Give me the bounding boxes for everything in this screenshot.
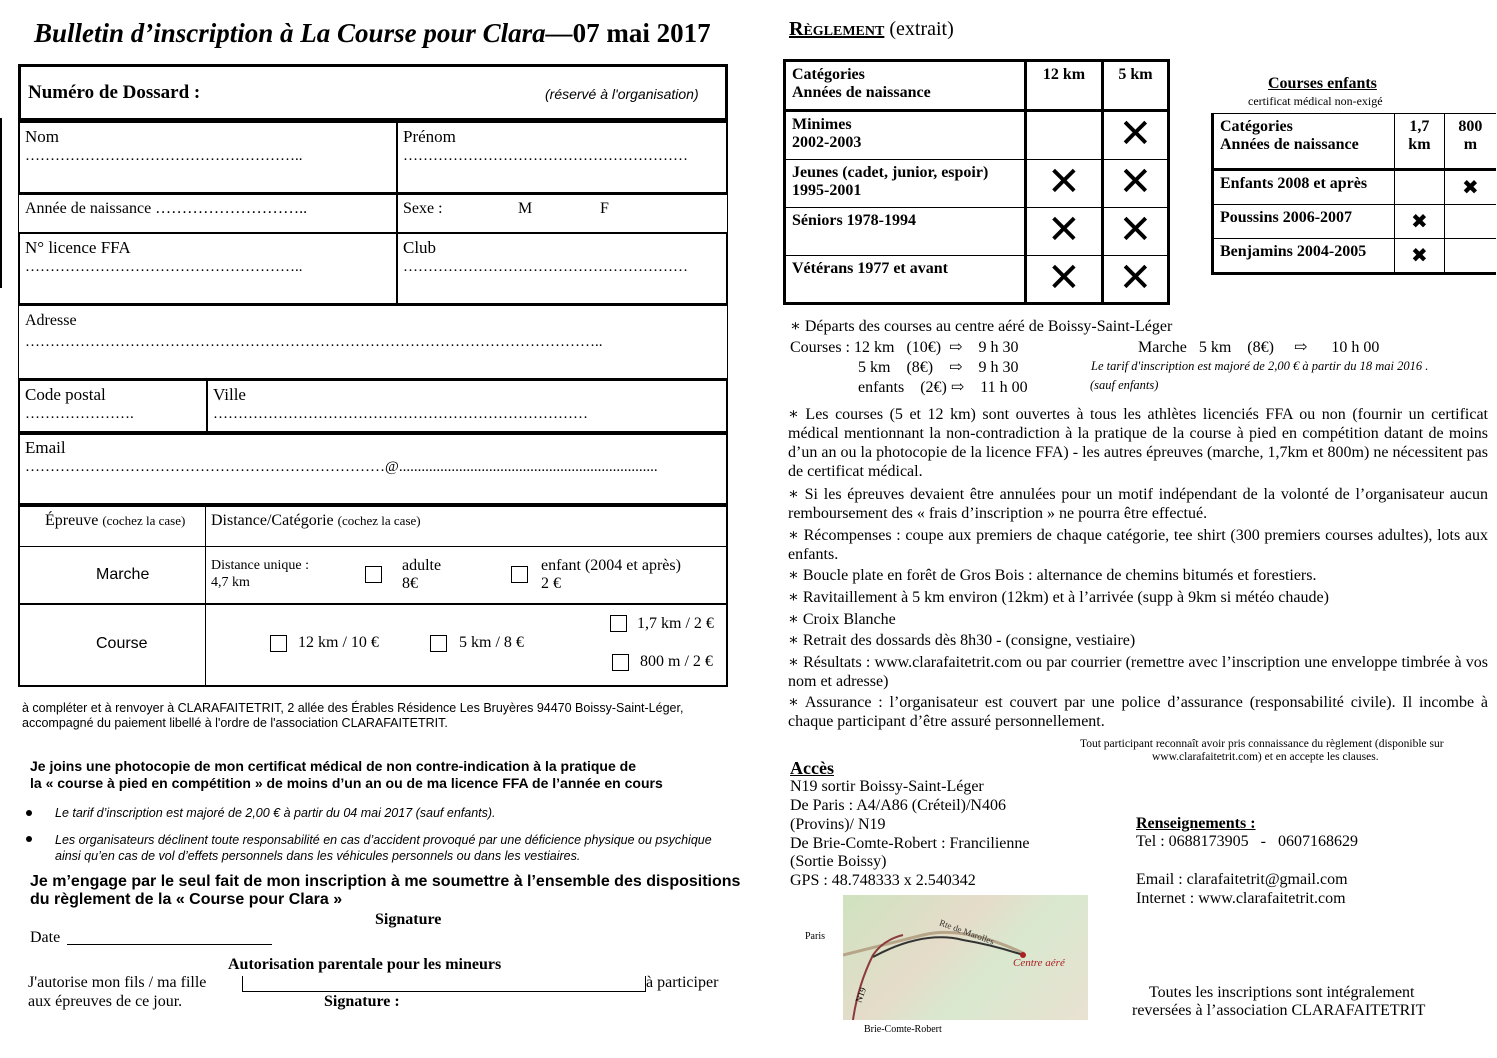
course-1-7km-checkbox[interactable] — [610, 615, 627, 632]
asterisk-icon: ∗ — [788, 567, 803, 584]
epreuve-divider-h2 — [18, 603, 728, 605]
map-centre-label: Centre aéré — [1013, 957, 1065, 969]
asterisk-icon: ∗ — [788, 406, 806, 423]
adulte-label: adulte — [402, 557, 442, 574]
cat-seniors: Séniors 1978-1994 — [785, 208, 1026, 256]
kids-cell — [1444, 170, 1496, 205]
cross-icon: ✕ — [1118, 159, 1153, 204]
autorisation-title: Autorisation parentale pour les mineurs — [228, 956, 502, 973]
rule-item: ∗ Résultats : www.clarafaitetrit.com ou par courrier (remettre avec l’inscription une enveloppe timbrée à vos nom et adresse) — [788, 654, 1489, 690]
engagement-1: Je m’engage par le seul fait de mon inscription à me soumettre à l’ensemble des dispositions — [30, 873, 741, 890]
bullet-icon — [26, 836, 32, 842]
kids-cell — [1395, 170, 1445, 205]
asterisk-icon: ∗ — [788, 611, 803, 628]
map-route-label: Rte de Marolles — [938, 917, 996, 947]
cross-icon: ✕ — [1047, 255, 1081, 300]
club-dots: ………………………………………………… — [403, 259, 688, 275]
enfant-price: 2 € — [541, 575, 561, 592]
acces-line: (Sortie Boissy) — [790, 853, 887, 870]
map-n19-label: N19 — [853, 986, 869, 1004]
sexe-field[interactable] — [396, 194, 728, 234]
certificat-line-2: la « course à pied en compétition » de moins d’un an ou de ma licence FFA de l’année en cours — [30, 775, 663, 791]
epreuve-header: Épreuve (cochez la case) — [45, 512, 186, 529]
cross-icon: ✕ — [1047, 159, 1081, 204]
tarif-note: Le tarif d’inscription est majoré de 2,00 € à partir du 04 mai 2017 (sauf enfants). — [55, 806, 496, 820]
cross-icon: ✕ — [1118, 111, 1153, 156]
cell-5km — [1102, 160, 1168, 208]
licence-label: N° licence FFA — [25, 238, 131, 257]
adulte-checkbox[interactable] — [365, 566, 382, 583]
distance-unique: Distance unique : — [211, 558, 309, 573]
map-brie-label: Brie-Comte-Robert — [864, 1024, 942, 1035]
schedule-enfants: enfants (2€) ⇨ 11 h 00 — [858, 379, 1028, 396]
enfant-checkbox[interactable] — [511, 566, 528, 583]
sexe-f[interactable]: F — [600, 200, 609, 217]
club-label: Club — [403, 238, 437, 257]
rule-item: ∗ Boucle plate en forêt de Gros Bois : alternance de chemins bitumés et forestiers. — [788, 567, 1317, 584]
sexe-label: Sexe : — [403, 200, 443, 217]
schedule-marche: Marche 5 km (8€) ⇨ 10 h 00 — [1138, 339, 1380, 356]
course-5km-label: 5 km / 8 € — [459, 634, 524, 651]
course-12km-checkbox[interactable] — [270, 635, 287, 652]
cat-minimes: Minimes 2002-2003 — [785, 111, 1026, 160]
kids-table — [1211, 113, 1496, 275]
website-link[interactable]: Internet : www.clarafaitetrit.com — [1136, 890, 1346, 907]
licence-dots: ……………………………………………….. — [25, 259, 303, 275]
courses-enfants-subtitle: certificat médical non-exigé — [1248, 94, 1383, 108]
schedule-12km: Courses : 12 km (10€) ⇨ 9 h 30 — [790, 339, 1019, 356]
acces-line: (Provins)/ N19 — [790, 816, 886, 833]
distance-header: Distance/Catégorie (cochez la case) — [211, 512, 421, 529]
epreuve-divider-h1 — [18, 546, 728, 547]
cell-12km — [1026, 111, 1103, 160]
kids-cell — [1395, 239, 1445, 274]
cat-veterans: Vétérans 1977 et avant — [785, 256, 1026, 304]
acknowledge-2: www.clarafaitetrit.com) et en accepte les clauses. — [1152, 751, 1379, 763]
adresse-label: Adresse — [25, 312, 77, 329]
liability-note-1: Les organisateurs déclinent toute responsabilité en cas d’accident provoqué par une déficience physique ou psychique — [55, 833, 712, 847]
course-12km-label: 12 km / 10 € — [298, 634, 379, 651]
rule-item: ∗ Récompenses : coupe aux premiers de chaque catégorie, tee shirt (300 premiers courses adultes), lots aux enfants. — [788, 527, 1489, 563]
kids-cell — [1444, 239, 1496, 274]
return-address: à compléter et à renvoyer à CLARAFAITETRIT, 2 allée des Érables Résidence Les Bruyères 94470 Boissy-Saint-Léger, — [22, 701, 684, 715]
kids-row-poussins: Poussins 2006-2007 — [1213, 205, 1395, 239]
kids-cat-header: Catégories Années de naissance — [1213, 114, 1395, 170]
acces-line: N19 sortir Boissy-Saint-Léger — [790, 778, 984, 795]
bullet-icon — [26, 810, 32, 816]
kids-cell — [1395, 205, 1445, 239]
acknowledge-1: Tout participant reconnaît avoir pris connaissance du règlement (disponible sur — [1080, 738, 1444, 750]
course-5km-checkbox[interactable] — [430, 635, 447, 652]
location-map — [843, 895, 1088, 1020]
adulte-price: 8€ — [402, 575, 418, 592]
kids-cell — [1444, 205, 1496, 239]
cross-icon: ✕ — [1047, 207, 1081, 252]
engagement-2: du règlement de la « Course pour Clara » — [30, 891, 343, 908]
autorisation-line-1: J'autorise mon fils / ma fille — [28, 974, 207, 991]
prenom-label: Prénom — [403, 127, 456, 146]
phone-numbers: Tel : 0688173905 - 0607168629 — [1136, 833, 1358, 850]
acces-line: De Paris : A4/A86 (Créteil)/N406 — [790, 797, 1006, 814]
cell-5km — [1102, 256, 1168, 304]
dossard-note: (réservé à l'organisation) — [545, 86, 699, 102]
closing-line-2: reversées à l’association CLARAFAITETRIT — [1132, 1002, 1426, 1019]
autorisation-line-2: aux épreuves de ce jour. — [28, 993, 183, 1010]
signature-label: Signature — [375, 911, 442, 928]
ville-label: Ville — [213, 385, 246, 404]
rule-item: ∗ Les courses (5 et 12 km) sont ouvertes à tous les athlètes licenciés FFA ou non (fournir un certificat médical mentionnant la non-contradiction à la pratique de la course à pied en compétition datant de moins d’un an ou la photocopie de la licence FFA) - les autres épreuves (marche, 1,7km et 800m) ne nécessitent pas de certificat médical. — [788, 406, 1489, 480]
epreuve-divider-v — [205, 505, 206, 687]
page-title: Bulletin d’inscription à La Course pour Clara—07 mai 2017 — [34, 18, 711, 48]
date-label: Date — [30, 929, 61, 946]
dossard-label: Numéro de Dossard : — [28, 82, 201, 103]
distance-unique-value: 4,7 km — [211, 575, 250, 590]
rule-item: ∗ Assurance : l’organisateur est couvert par une police d’assurance (responsabilité civile). Il incombe à chaque participant d’être assuré personnellement. — [788, 694, 1488, 730]
cross-icon: ✖ — [1411, 211, 1428, 233]
signature-parent-label: Signature : — [324, 993, 400, 1010]
asterisk-icon: ∗ — [788, 486, 805, 503]
course-1-7km-label: 1,7 km / 2 € — [637, 615, 714, 632]
course-label: Course — [96, 635, 148, 652]
cell-5km — [1102, 208, 1168, 256]
nom-dots: ……………………………………………….. — [25, 148, 303, 164]
cross-icon: ✕ — [1118, 207, 1153, 252]
code-postal-dots: …………………. — [25, 406, 134, 422]
reglement-title: Règlement (extrait) — [789, 18, 954, 40]
email-label: Email — [25, 438, 66, 457]
annee-label: Année de naissance ……………………….. — [25, 200, 308, 217]
header-12km: 12 km — [1026, 61, 1103, 111]
code-postal-label: Code postal — [25, 385, 106, 404]
cell-5km — [1102, 111, 1168, 160]
rule-item: ∗ Retrait des dossards dès 8h30 - (consigne, vestiaire) — [788, 632, 1136, 649]
cell-12km — [1026, 160, 1103, 208]
cross-icon: ✖ — [1462, 177, 1479, 199]
certificat-line-1: Je joins une photocopie de mon certificat médical de non contre-indication à la pratique de — [30, 758, 636, 774]
enfant-label: enfant (2004 et après) — [541, 557, 681, 574]
marche-label: Marche — [96, 566, 150, 583]
renseignements-title: Renseignements : — [1136, 815, 1256, 832]
sexe-m[interactable]: M — [518, 200, 533, 217]
event-date: 07 mai 2017 — [572, 18, 711, 48]
cat-jeunes: Jeunes (cadet, junior, espoir) 1995-2001 — [785, 160, 1026, 208]
gps-coordinates: GPS : 48.748333 x 2.540342 — [790, 872, 976, 889]
nom-label: Nom — [25, 127, 59, 146]
date-line[interactable] — [67, 944, 272, 945]
kids-header-1-7km: 1,7 km — [1395, 114, 1445, 170]
cell-12km — [1026, 208, 1103, 256]
header-5km: 5 km — [1102, 61, 1168, 111]
tarif-majore: Le tarif d'inscription est majoré de 2,00 € à partir du 18 mai 2016 . — [1091, 359, 1429, 373]
cell-12km — [1026, 256, 1103, 304]
asterisk-icon: ∗ — [788, 694, 805, 711]
asterisk-icon: ∗ — [788, 527, 804, 544]
asterisk-icon: ∗ — [788, 589, 803, 606]
courses-enfants-title: Courses enfants — [1268, 75, 1377, 92]
departs-line: ∗ Départs des courses au centre aéré de Boissy-Saint-Léger — [790, 318, 1173, 335]
kids-row-benjamins: Benjamins 2004-2005 — [1213, 239, 1395, 274]
acces-title: Accès — [790, 758, 834, 778]
schedule-5km: 5 km (8€) ⇨ 9 h 30 — [858, 359, 1019, 376]
asterisk-icon: ∗ — [788, 632, 803, 649]
asterisk-icon: ∗ — [788, 654, 804, 671]
kids-header-800m: 800 m — [1444, 114, 1496, 170]
contact-email[interactable]: Email : clarafaitetrit@gmail.com — [1136, 871, 1348, 888]
cross-icon: ✖ — [1411, 245, 1428, 267]
a-participer: à participer — [646, 974, 719, 991]
categories-table — [783, 59, 1170, 305]
course-800m-label: 800 m / 2 € — [640, 653, 713, 670]
ville-dots: ………………………………………………………………… — [213, 406, 588, 422]
cat-header: Catégories Années de naissance — [785, 61, 1026, 111]
sauf-enfants: (sauf enfants) — [1090, 378, 1159, 392]
edge-mark — [0, 118, 2, 288]
closing-line-1: Toutes les inscriptions sont intégralement — [1149, 984, 1415, 1001]
cross-icon: ✕ — [1118, 255, 1153, 300]
prenom-dots: ………………………………………………… — [403, 148, 688, 164]
rule-item: ∗ Croix Blanche — [788, 611, 896, 628]
rule-item: ∗ Ravitaillement à 5 km environ (12km) et à l’arrivée (supp à 9km si météo chaude) — [788, 589, 1329, 606]
map-paris-label: Paris — [805, 931, 825, 942]
adresse-dots: …………………………………………………………………………………………………….. — [25, 334, 603, 350]
rule-item: ∗ Si les épreuves devaient être annulées pour un motif indépendant de la volonté de l’organisateur aucun remboursement des « frais d’inscription » ne pourra être effectué. — [788, 486, 1489, 522]
child-name-field[interactable] — [242, 976, 646, 992]
course-800m-checkbox[interactable] — [612, 654, 629, 671]
payment-note: accompagné du paiement libellé à l'ordre de l'association CLARAFAITETRIT. — [22, 716, 448, 730]
liability-note-2: ainsi qu’en cas de vol d’effets personnels dans les véhicules personnels ou dans les vestiaires. — [55, 849, 581, 863]
kids-row-enfants: Enfants 2008 et après — [1213, 170, 1395, 205]
email-dots: ………………………………………………………………@..................................................................... — [25, 459, 658, 475]
acces-line: De Brie-Comte-Robert : Francilienne — [790, 835, 1030, 852]
